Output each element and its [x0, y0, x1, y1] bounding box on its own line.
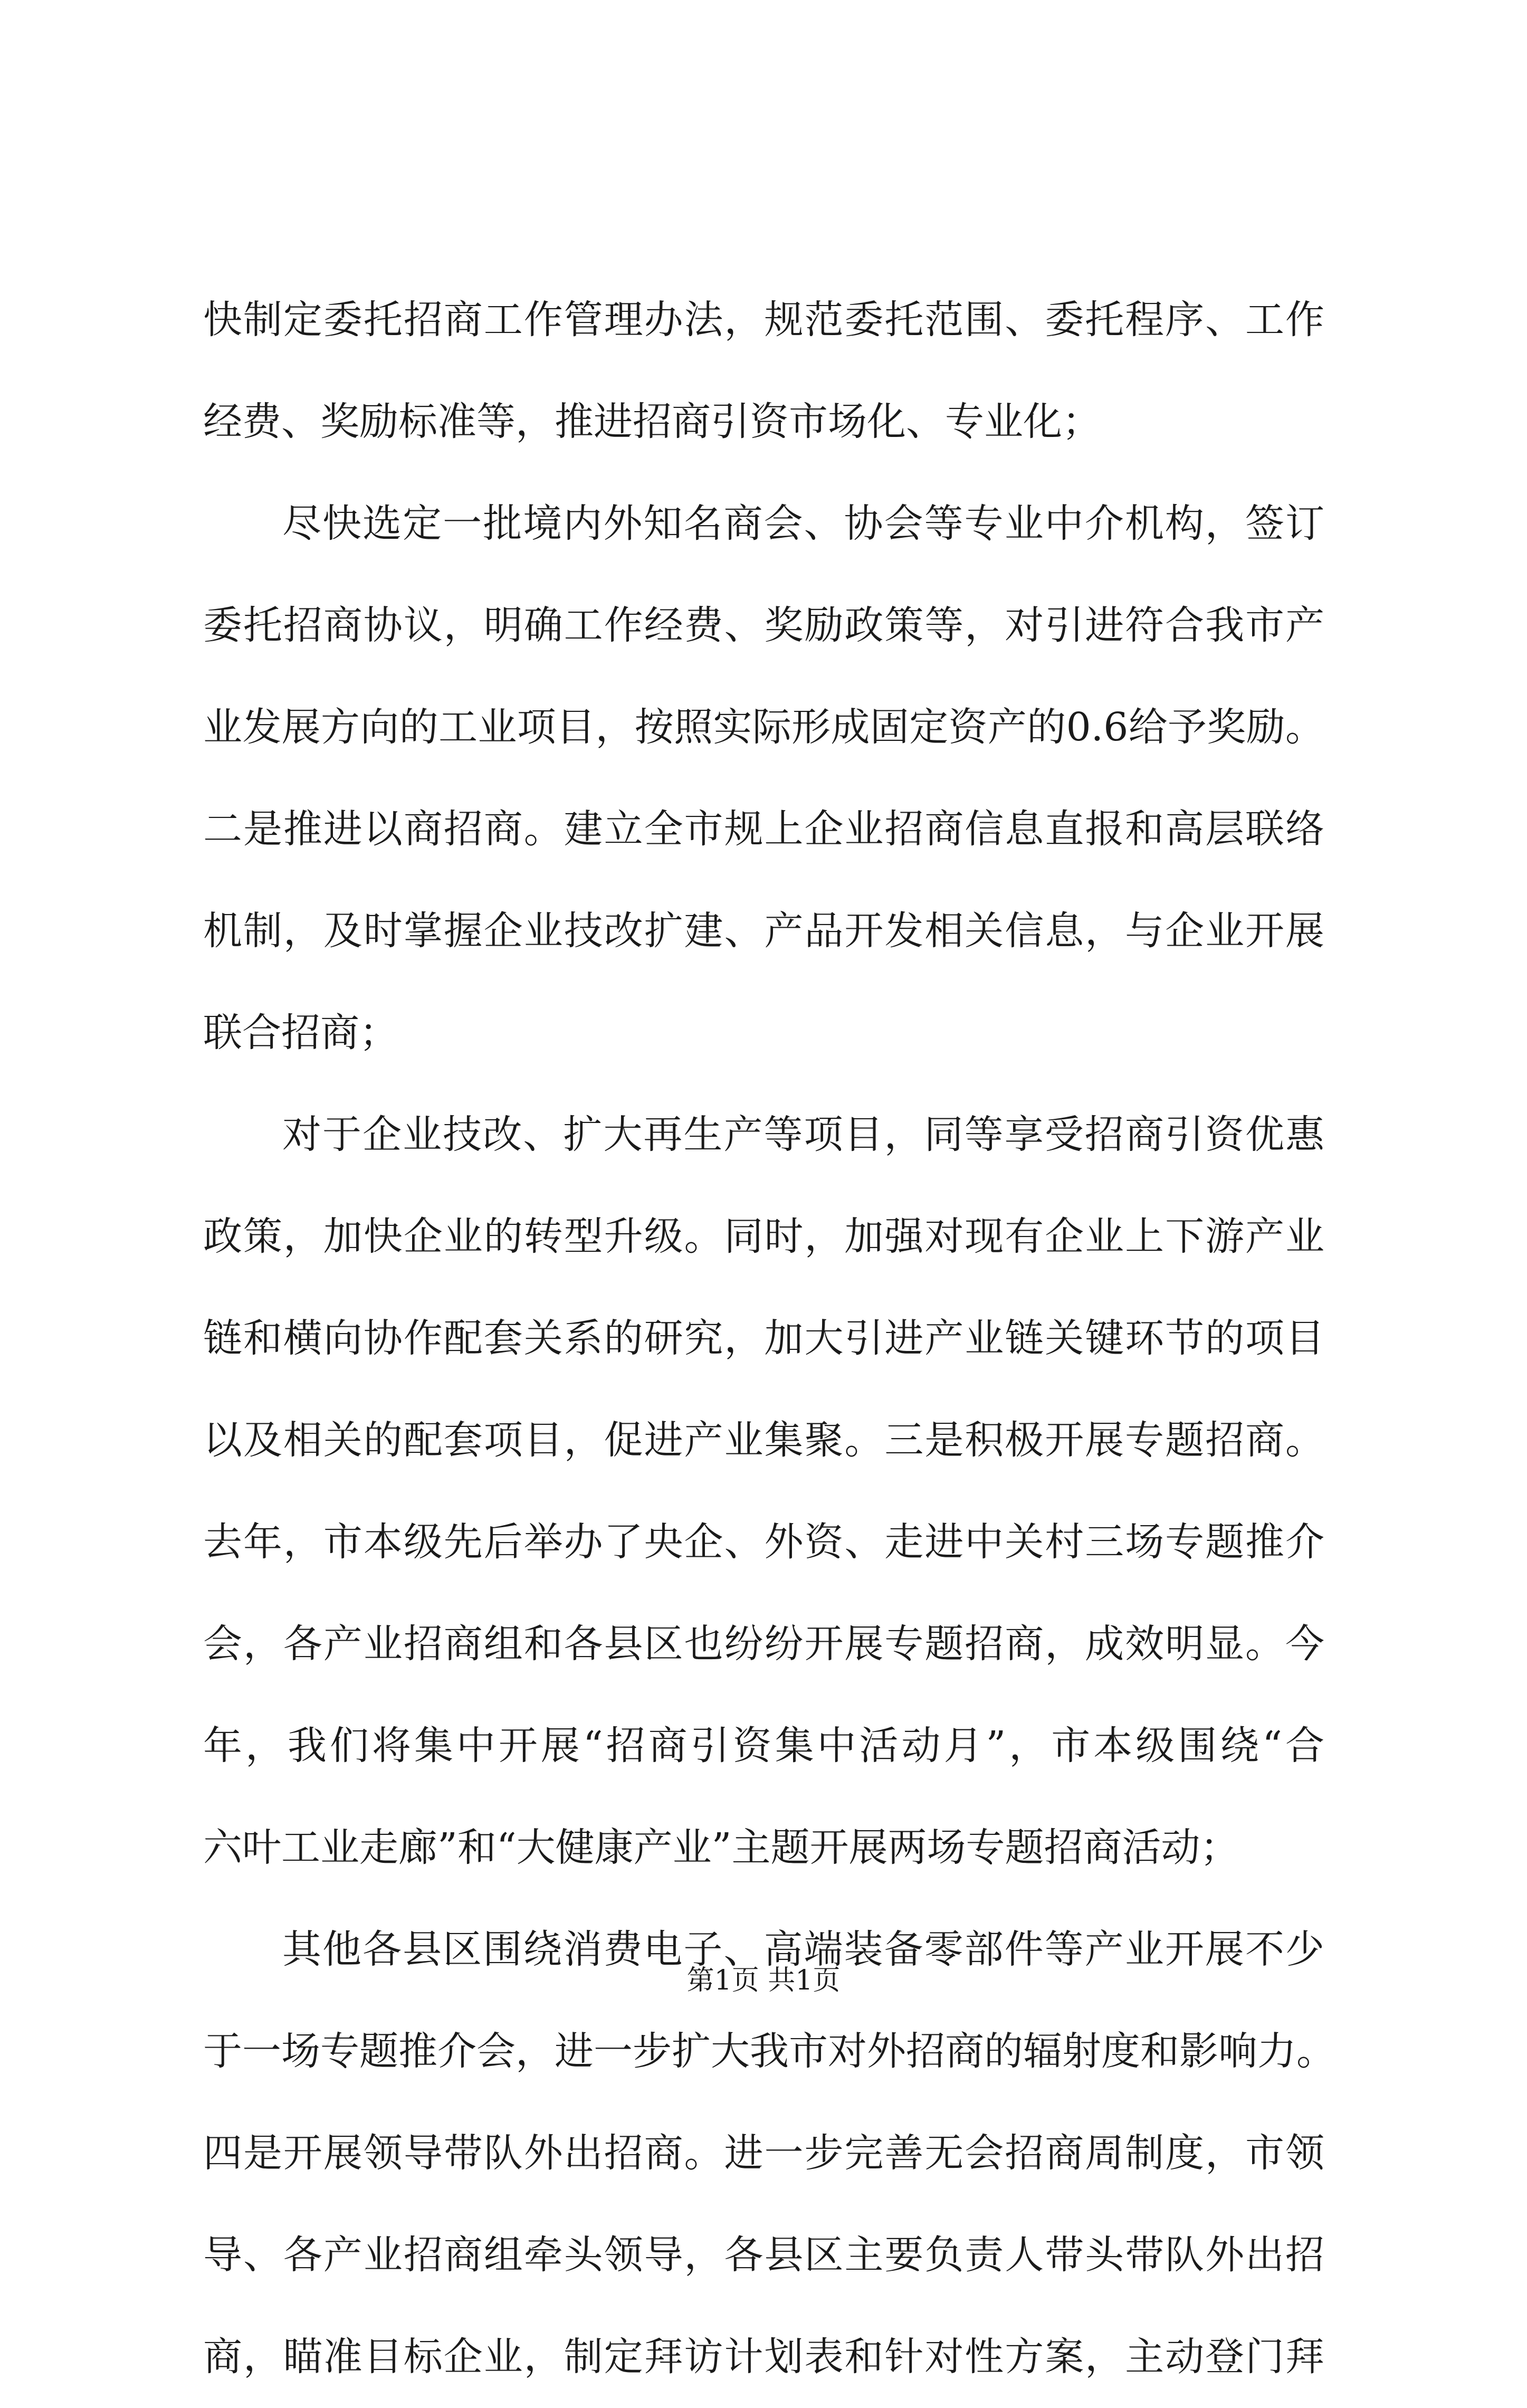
text-line: 会，各产业招商组和各县区也纷纷开展专题招商，成效明显。今: [203, 1621, 1324, 1667]
text-line: 对于企业技改、扩大再生产等项目，同等享受招商引资优惠: [282, 1112, 1324, 1157]
text-line: 委托招商协议，明确工作经费、奖励政策等，对引进符合我市产: [203, 603, 1324, 648]
text-line: 年，我们将集中开展“招商引资集中活动月”，市本级围绕“合: [203, 1723, 1324, 1768]
page-footer: 第1页 共1页: [686, 1965, 841, 1996]
text-line: 去年，市本级先后举办了央企、外资、走进中关村三场专题推介: [203, 1519, 1324, 1565]
text-line: 联合招商；: [203, 1010, 398, 1055]
text-line: 于一场专题推介会，进一步扩大我市对外招商的辐射度和影响力。: [203, 2029, 1335, 2074]
text-line: 业发展方向的工业项目，按照实际形成固定资产的0.6给予奖励。: [203, 705, 1324, 750]
text-line: 以及相关的配套项目，促进产业集聚。三是积极开展专题招商。: [203, 1417, 1324, 1463]
text-line: 四是开展领导带队外出招商。进一步完善无会招商周制度，市领: [203, 2130, 1324, 2176]
text-line: 链和横向协作配套关系的研究，加大引进产业链关键环节的项目: [203, 1316, 1324, 1361]
text-line: 其他各县区围绕消费电子、高端装备零部件等产业开展不少: [282, 1927, 1324, 1972]
text-line: 尽快选定一批境内外知名商会、协会等专业中介机构，签订: [282, 501, 1324, 546]
text-line: 商，瞄准目标企业，制定拜访计划表和针对性方案，主动登门拜: [203, 2334, 1324, 2380]
text-line: 快制定委托招商工作管理办法，规范委托范围、委托程序、工作: [203, 297, 1324, 342]
text-line: 六叶工业走廊”和“大健康产业”主题开展两场专题招商活动；: [203, 1825, 1239, 1870]
text-line: 二是推进以商招商。建立全市规上企业招商信息直报和高层联络: [203, 806, 1324, 852]
text-line: 政策，加快企业的转型升级。同时，加强对现有企业上下游产业: [203, 1214, 1324, 1259]
document-body: [203, 269, 1335, 2408]
text-line: 经费、奖励标准等，推进招商引资市场化、专业化；: [203, 399, 1101, 444]
text-line: 导、各产业招商组牵头领导，各县区主要负责人带头带队外出招: [203, 2232, 1324, 2278]
text-line: 机制，及时掌握企业技改扩建、产品开发相关信息，与企业开展: [203, 908, 1324, 954]
